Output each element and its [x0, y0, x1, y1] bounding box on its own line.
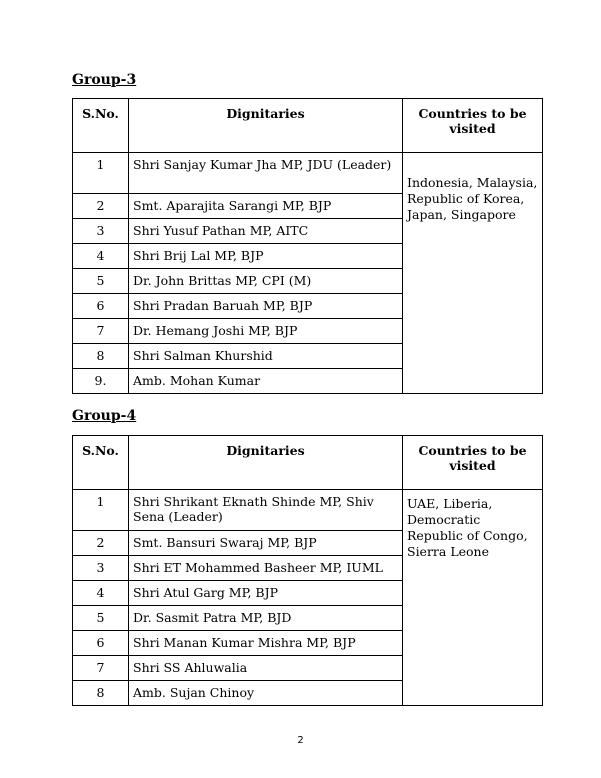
header-sno: S.No. [73, 436, 129, 490]
row-sno: 1 [73, 490, 129, 531]
page-number: 2 [297, 735, 304, 746]
row-dignitary: Amb. Sujan Chinoy [129, 681, 403, 706]
row-dignitary: Amb. Mohan Kumar [129, 369, 403, 394]
countries-cell: Indonesia, Malaysia, Republic of Korea, Japan, Singapore [403, 153, 543, 394]
row-dignitary: Shri Salman Khurshid [129, 344, 403, 369]
row-dignitary: Shri Manan Kumar Mishra MP, BJP [129, 631, 403, 656]
group-3-title: Group-3 [72, 72, 137, 88]
header-sno: S.No. [73, 99, 129, 153]
row-sno: 8 [73, 344, 129, 369]
row-dignitary: Dr. Hemang Joshi MP, BJP [129, 319, 403, 344]
row-sno: 1 [73, 153, 129, 194]
row-sno: 6 [73, 631, 129, 656]
row-dignitary: Shri Sanjay Kumar Jha MP, JDU (Leader) [129, 153, 403, 194]
row-dignitary: Shri SS Ahluwalia [129, 656, 403, 681]
row-dignitary: Shri Atul Garg MP, BJP [129, 581, 403, 606]
row-dignitary: Shri Pradan Baruah MP, BJP [129, 294, 403, 319]
row-sno: 2 [73, 531, 129, 556]
table-row [73, 490, 543, 531]
header-countries: Countries to be visited [403, 99, 543, 153]
row-sno: 4 [73, 244, 129, 269]
countries-cell: UAE, Liberia, Democratic Republic of Congo, Sierra Leone [403, 490, 543, 706]
header-dignitaries: Dignitaries [129, 436, 403, 490]
header-countries: Countries to be visited [403, 436, 543, 490]
row-sno: 2 [73, 194, 129, 219]
table-header-row [73, 436, 543, 490]
row-dignitary: Dr. John Brittas MP, CPI (M) [129, 269, 403, 294]
row-sno: 3 [73, 556, 129, 581]
table-row [73, 153, 543, 194]
row-sno: 9. [73, 369, 129, 394]
row-dignitary: Shri Shrikant Eknath Shinde MP, Shiv Sena (Leader) [129, 490, 403, 531]
row-dignitary: Shri Brij Lal MP, BJP [129, 244, 403, 269]
header-dignitaries: Dignitaries [129, 99, 403, 153]
row-sno: 3 [73, 219, 129, 244]
row-sno: 7 [73, 656, 129, 681]
row-sno: 5 [73, 606, 129, 631]
row-sno: 6 [73, 294, 129, 319]
row-dignitary: Smt. Bansuri Swaraj MP, BJP [129, 531, 403, 556]
row-dignitary: Dr. Sasmit Patra MP, BJD [129, 606, 403, 631]
row-dignitary: Smt. Aparajita Sarangi MP, BJP [129, 194, 403, 219]
group-3-table [72, 98, 543, 394]
group-4-title: Group-4 [72, 408, 137, 424]
row-sno: 5 [73, 269, 129, 294]
row-sno: 8 [73, 681, 129, 706]
row-sno: 4 [73, 581, 129, 606]
row-dignitary: Shri ET Mohammed Basheer MP, IUML [129, 556, 403, 581]
row-dignitary: Shri Yusuf Pathan MP, AITC [129, 219, 403, 244]
row-sno: 7 [73, 319, 129, 344]
table-header-row [73, 99, 543, 153]
group-4-table [72, 435, 543, 706]
